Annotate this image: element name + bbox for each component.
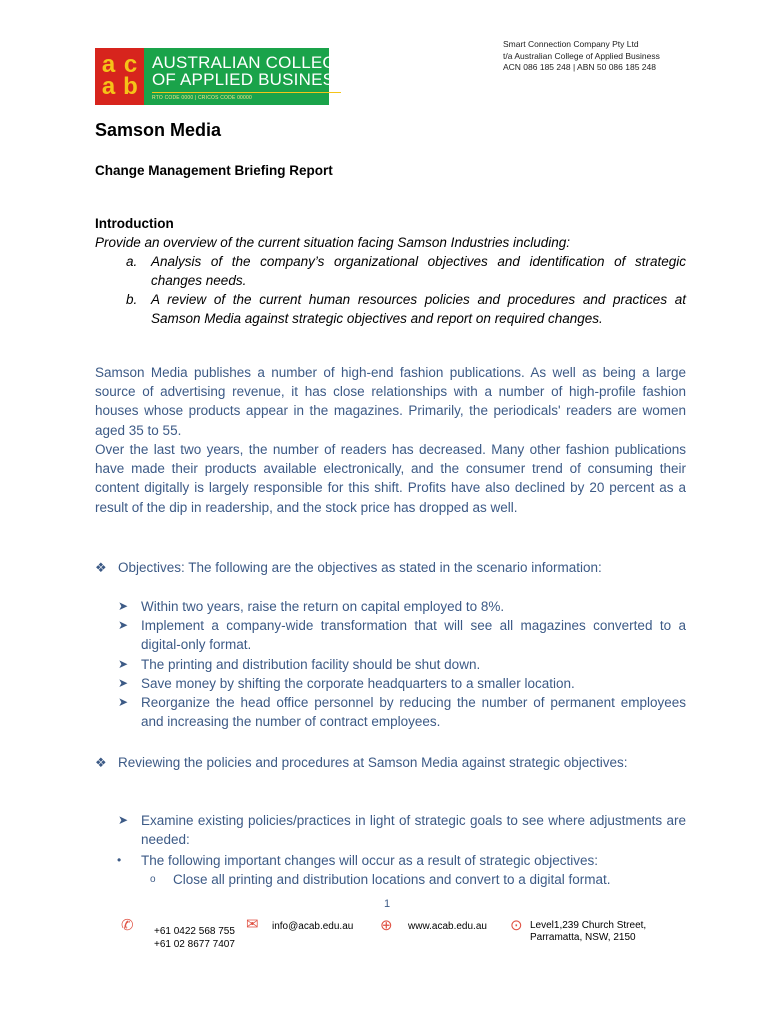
objectives-list [95, 597, 686, 731]
paragraph-background: Samson Media publishes a number of high-end fashion publications. As well as being a large source of advertising revenue, it has close relationships with a number of high-profile fashion houses whose products appear in the magazines. Primarily, the periodicals' readers are women aged 35 to 55. [95, 365, 686, 438]
objective-text: The printing and distribution facility should be shut down. [141, 656, 481, 672]
list-marker: a. [126, 254, 138, 269]
arrow-bullet-icon: ➤ [118, 618, 129, 633]
diamond-bullet-icon: ❖ [95, 560, 107, 575]
college-logo [95, 48, 348, 105]
company-info [503, 39, 660, 74]
paragraph-decline: Over the last two years, the number of readers has decreased. Many other fashion publications have made their products available electronically, and the consumer trend of consuming their content digitally is largely responsible for this shift. Profits have also declined by 20 percent as a result of the dip in readership, and the stock price has dropped as well. [95, 442, 686, 515]
footer-address-1: Level1,239 Church Street, [530, 920, 647, 931]
review-bullet-list [95, 851, 686, 889]
footer-website[interactable]: www.acab.edu.au [408, 921, 487, 932]
objective-text: Implement a company-wide transformation that will see all magazines converted to a digital-only format. [141, 618, 686, 653]
location-pin-icon: ⊙ [510, 917, 523, 934]
review-arrow-text: Examine existing policies/practices in light of strategic goals to see where adjustments are needed: [141, 813, 686, 848]
introduction-section [95, 214, 686, 328]
logo-line-2: OF APPLIED BUSINESS [152, 70, 346, 89]
objective-item [95, 655, 686, 674]
company-name: Smart Connection Company Pty Ltd [503, 39, 639, 49]
review-arrow-item [95, 811, 686, 849]
objective-text: Within two years, raise the return on capital employed to 8%. [141, 599, 505, 614]
review-sub-text: Close all printing and distribution locations and convert to a digital format. [173, 872, 611, 888]
objective-item [95, 674, 686, 693]
intro-list [95, 252, 686, 328]
objective-text: Save money by shifting the corporate headquarters to a smaller location. [141, 675, 575, 691]
logo-mark-letter: a [101, 50, 116, 78]
logo-line-1: AUSTRALIAN COLLEGE [152, 53, 348, 72]
objective-item [95, 597, 686, 616]
circle-bullet-icon: o [150, 874, 156, 886]
page-number: 1 [384, 898, 391, 910]
footer-phone-1: +61 0422 568 755 [154, 926, 235, 937]
bullet-dot-icon: • [117, 853, 122, 867]
globe-icon: ⊕ [380, 917, 393, 934]
diamond-bullet-icon: ❖ [95, 755, 107, 770]
logo-mark-letter: b [123, 72, 138, 100]
page-footer [118, 917, 658, 957]
document-subtitle: Change Management Briefing Report [95, 163, 333, 178]
intro-item-text: A review of the current human resources policies and procedures and practices at Samson Media against strategic objectives and report on required changes. [151, 292, 686, 326]
intro-list-item [95, 252, 686, 290]
review-arrow-list [95, 811, 686, 849]
company-acn-abn: ACN 086 185 248 | ABN 50 086 185 248 [503, 62, 656, 72]
objective-item [95, 616, 686, 654]
review-heading-text: Reviewing the policies and procedures at Samson Media against strategic objectives: [118, 755, 628, 770]
objective-item [95, 693, 686, 731]
objective-text: Reorganize the head office personnel by reducing the number of permanent employees and increasing the number of contract employees. [141, 695, 686, 730]
objectives-heading [95, 558, 686, 577]
objectives-heading-text: Objectives: The following are the objectives as stated in the scenario information: [118, 560, 602, 575]
footer-address-2: Parramatta, NSW, 2150 [530, 932, 636, 943]
logo-small-text: RTO CODE 0000 | CRICOS CODE 00000 [152, 95, 252, 101]
review-sub-item [95, 870, 686, 889]
company-trading-as: t/a Australian College of Applied Business [503, 50, 660, 61]
intro-item-text: Analysis of the company’s organizational objectives and identification of strategic changes needs. [151, 254, 686, 288]
arrow-bullet-icon: ➤ [118, 675, 129, 690]
review-heading [95, 753, 686, 772]
review-bullet-item [95, 851, 686, 870]
logo-rule [152, 92, 341, 93]
list-marker: b. [126, 292, 138, 307]
intro-heading: Introduction [95, 216, 174, 231]
logo-mark [95, 48, 144, 105]
arrow-bullet-icon: ➤ [118, 599, 129, 613]
phone-icon: ✆ [121, 917, 134, 934]
logo-mark-letter: c [123, 50, 138, 78]
logo-mark-letter: a [101, 72, 116, 100]
logo-wordmark [144, 48, 347, 105]
arrow-bullet-icon: ➤ [118, 656, 129, 671]
footer-phone-2: +61 02 8677 7407 [154, 939, 235, 950]
intro-lead: Provide an overview of the current situation facing Samson Industries including: [95, 235, 571, 250]
intro-list-item [95, 290, 686, 328]
footer-email[interactable]: info@acab.edu.au [272, 921, 354, 932]
document-title: Samson Media [95, 120, 222, 140]
review-bullet-text: The following important changes will occur as a result of strategic objectives: [141, 853, 598, 868]
arrow-bullet-icon: ➤ [118, 813, 129, 827]
arrow-bullet-icon: ➤ [118, 695, 129, 710]
email-icon: ✉ [246, 916, 259, 933]
